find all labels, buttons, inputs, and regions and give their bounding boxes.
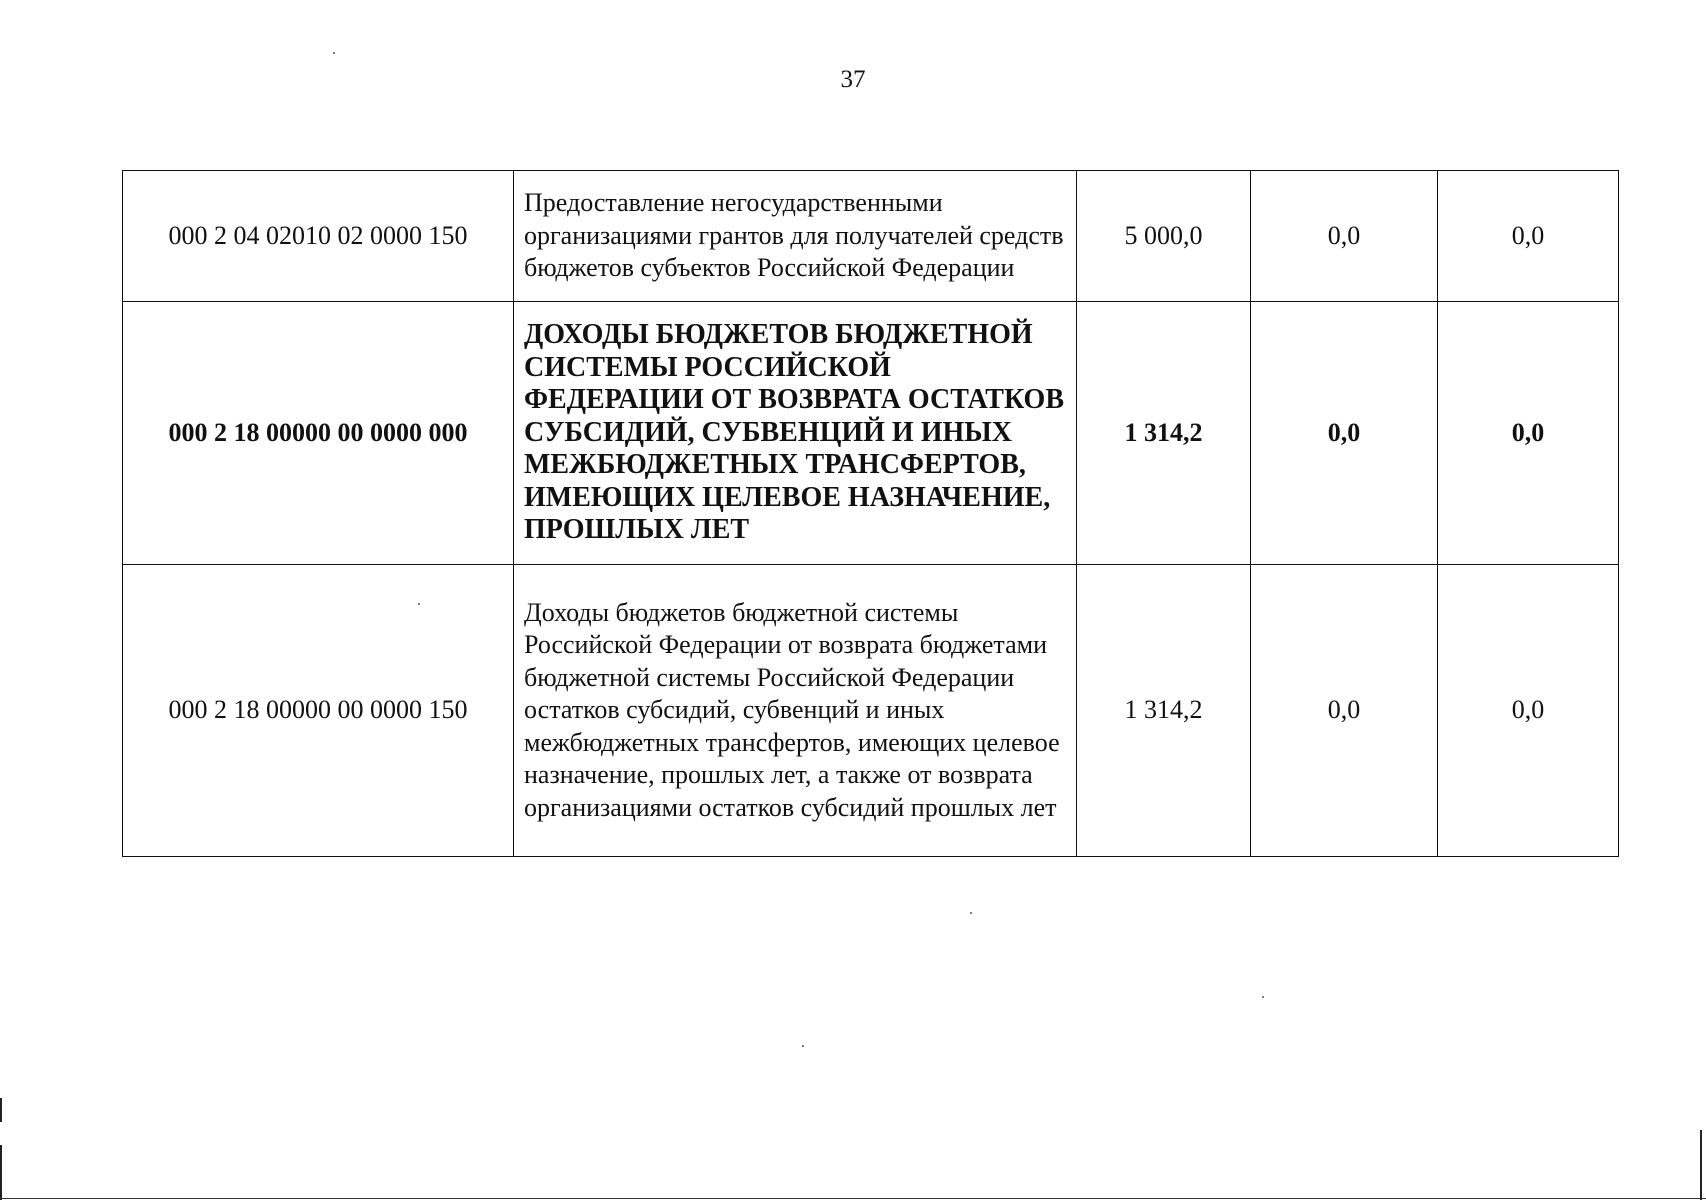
- value-cell-3: 0,0: [1438, 302, 1619, 565]
- table-row: [123, 302, 1619, 565]
- scan-edge-line: [1700, 1130, 1702, 1200]
- value-cell-3: 0,0: [1438, 565, 1619, 857]
- scan-speck: [1262, 996, 1264, 998]
- scan-speck: [333, 52, 335, 54]
- scan-speck: [418, 603, 420, 605]
- value-cell-1: 1 314,2: [1077, 302, 1251, 565]
- value-cell-2: 0,0: [1251, 171, 1438, 302]
- scan-edge-line: [0, 1145, 2, 1200]
- table-row: [123, 171, 1619, 302]
- revenue-name-cell: Доходы бюджетов бюджетной системы Российской Федерации от возврата бюджетами бюджетной системы Российской Федерации остатков субсидий, субвенций и иных межбюджетных трансфертов, имеющих целевое назначение, прошлых лет, а также от возврата организациями остатков субсидий прошлых лет: [514, 565, 1077, 857]
- scan-edge-line: [0, 1098, 2, 1122]
- table-row: [123, 565, 1619, 857]
- value-cell-3: 0,0: [1438, 171, 1619, 302]
- value-cell-1: 1 314,2: [1077, 565, 1251, 857]
- page-number: 37: [840, 66, 866, 93]
- revenue-name-cell: Предоставление негосударственными организациями грантов для получателей средств бюджетов субъектов Российской Федерации: [514, 171, 1077, 302]
- scan-edge-line: [0, 1198, 1706, 1199]
- budget-code-cell: 000 2 18 00000 00 0000 150: [123, 565, 514, 857]
- value-cell-2: 0,0: [1251, 302, 1438, 565]
- scan-speck: [970, 912, 972, 914]
- budget-code-cell: 000 2 04 02010 02 0000 150: [123, 171, 514, 302]
- value-cell-1: 5 000,0: [1077, 171, 1251, 302]
- budget-code-cell: 000 2 18 00000 00 0000 000: [123, 302, 514, 565]
- value-cell-2: 0,0: [1251, 565, 1438, 857]
- revenue-name-cell: ДОХОДЫ БЮДЖЕТОВ БЮДЖЕТНОЙ СИСТЕМЫ РОССИЙСКОЙ ФЕДЕРАЦИИ ОТ ВОЗВРАТА ОСТАТКОВ СУБСИДИЙ, СУБВЕНЦИЙ И ИНЫХ МЕЖБЮДЖЕТНЫХ ТРАНСФЕРТОВ, ИМЕЮЩИХ ЦЕЛЕВОЕ НАЗНАЧЕНИЕ, ПРОШЛЫХ ЛЕТ: [514, 302, 1077, 565]
- revenue-table: [122, 170, 1619, 857]
- scan-speck: [802, 1045, 804, 1047]
